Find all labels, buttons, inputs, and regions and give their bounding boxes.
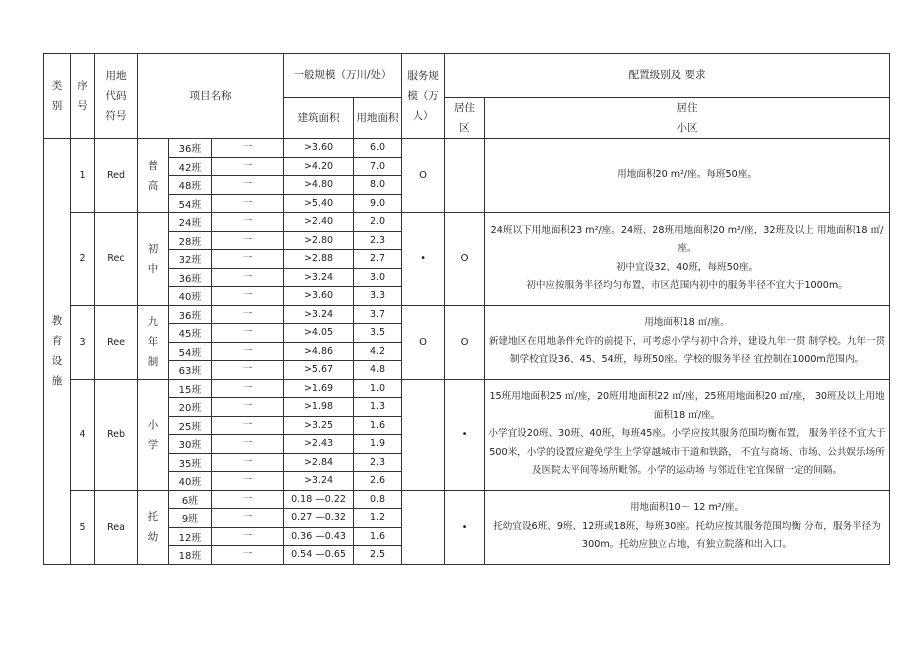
- service-scale-cell: 2.5: [354, 546, 402, 565]
- class-size-cell: 48班: [169, 176, 212, 195]
- seq-cell: 2: [71, 213, 95, 306]
- service-scale-cell: 1.6: [354, 527, 402, 546]
- project-name: 九年制: [147, 316, 159, 368]
- subdistrict-level-cell: O: [445, 305, 485, 379]
- project-name: 小学: [147, 418, 159, 451]
- land-area-cell: >5.40: [284, 194, 354, 213]
- class-size-cell: 36班: [169, 139, 212, 158]
- service-scale-cell: 2.3: [354, 453, 402, 472]
- header-residential: 居住区: [445, 98, 485, 139]
- land-area-cell: >4.05: [284, 324, 354, 343]
- header-land-area: 用地面积: [354, 98, 402, 139]
- class-size-cell: 32班: [169, 250, 212, 269]
- land-area-cell: >4.86: [284, 342, 354, 361]
- building-area-cell: 一: [212, 490, 284, 509]
- config-note: 初中宜设32、40班，每班50座。: [615, 261, 759, 273]
- building-area-cell: 一: [212, 509, 284, 528]
- config-notes-cell: [485, 490, 890, 564]
- seq-cell: 1: [71, 139, 95, 213]
- class-size-cell: 15班: [169, 379, 212, 398]
- residential-level-cell: O: [402, 305, 445, 379]
- class-size-cell: 40班: [169, 472, 212, 491]
- category-cell: [44, 139, 71, 565]
- service-scale-cell: 4.2: [354, 342, 402, 361]
- table-row: [44, 379, 890, 398]
- config-notes-cell: [485, 305, 890, 379]
- class-size-cell: 35班: [169, 453, 212, 472]
- land-area-cell: 0.54 —0.65: [284, 546, 354, 565]
- building-area-cell: 一: [212, 157, 284, 176]
- class-size-cell: 36班: [169, 268, 212, 287]
- class-size-cell: 20班: [169, 398, 212, 417]
- class-size-cell: 36班: [169, 305, 212, 324]
- class-size-cell: 25班: [169, 416, 212, 435]
- header-service-scale: 服务规模（万人）: [402, 54, 445, 139]
- education-facilities-table: [43, 53, 890, 565]
- building-area-cell: 一: [212, 324, 284, 343]
- building-area-cell: 一: [212, 398, 284, 417]
- header-subdistrict: 居住小区: [485, 98, 890, 139]
- land-area-cell: >3.25: [284, 416, 354, 435]
- header-seq: 序号: [71, 54, 95, 139]
- class-size-cell: 28班: [169, 231, 212, 250]
- config-notes-cell: [485, 139, 890, 213]
- class-size-cell: 18班: [169, 546, 212, 565]
- service-scale-cell: 2.6: [354, 472, 402, 491]
- service-scale-cell: 1.6: [354, 416, 402, 435]
- code-cell: Red: [95, 139, 138, 213]
- land-area-cell: >1.98: [284, 398, 354, 417]
- land-area-cell: 0.27 —0.32: [284, 509, 354, 528]
- config-note: 托幼宜设6班、9班、12班或18班，每班30座。托幼应按其服务范围均衡 分布，服务半径为300m。托幼应独立占地，有独立院落和出入口。: [493, 520, 881, 551]
- subdistrict-level-cell: O: [445, 213, 485, 306]
- service-scale-cell: 2.7: [354, 250, 402, 269]
- service-scale-cell: 3.0: [354, 268, 402, 287]
- table-row: [44, 213, 890, 232]
- building-area-cell: 一: [212, 139, 284, 158]
- building-area-cell: 一: [212, 213, 284, 232]
- config-note: 初中应按服务半径均匀布置，市区范围内初中的服务半径不宜大于1000m。: [526, 280, 848, 292]
- config-note: 用地面积18 ㎡/座。: [644, 317, 730, 329]
- building-area-cell: 一: [212, 231, 284, 250]
- residential-level-cell: •: [402, 213, 445, 306]
- building-area-cell: 一: [212, 453, 284, 472]
- building-area-cell: 一: [212, 250, 284, 269]
- config-note: 用地面积10－ 12 m²/座。: [629, 502, 745, 514]
- config-note: 15班用地面积25 ㎡/座，20班用地面积22 ㎡/座，25班用地面积20 ㎡/座， 30班及以上用地面积18 ㎡/座。: [489, 391, 885, 421]
- building-area-cell: 一: [212, 546, 284, 565]
- building-area-cell: 一: [212, 416, 284, 435]
- header-category: 类别: [44, 54, 71, 139]
- building-area-cell: 一: [212, 176, 284, 195]
- service-scale-cell: 3.3: [354, 287, 402, 306]
- header-general-scale: 一般规模（万川/处）: [284, 54, 402, 98]
- building-area-cell: 一: [212, 361, 284, 380]
- subdistrict-level-cell: •: [445, 490, 485, 564]
- header-building-area: 建筑面积: [284, 98, 354, 139]
- table-row: [44, 490, 890, 509]
- seq-cell: 3: [71, 305, 95, 379]
- project-name-cell: [138, 305, 169, 379]
- class-size-cell: 54班: [169, 342, 212, 361]
- land-area-cell: >5.67: [284, 361, 354, 380]
- building-area-cell: 一: [212, 527, 284, 546]
- service-scale-cell: 9.0: [354, 194, 402, 213]
- config-note: 用地面积20 m²/座。每班50座。: [617, 169, 757, 181]
- service-scale-cell: 2.3: [354, 231, 402, 250]
- land-area-cell: >2.80: [284, 231, 354, 250]
- class-size-cell: 6班: [169, 490, 212, 509]
- project-name: 普高: [147, 159, 159, 192]
- land-area-cell: >3.24: [284, 268, 354, 287]
- category-label: 教育设施: [51, 315, 63, 388]
- project-name-cell: [138, 490, 169, 564]
- header-code: 用地代码符号: [95, 54, 138, 139]
- building-area-cell: 一: [212, 287, 284, 306]
- service-scale-cell: 4.8: [354, 361, 402, 380]
- subdistrict-level-cell: [445, 139, 485, 213]
- project-name-cell: [138, 139, 169, 213]
- class-size-cell: 45班: [169, 324, 212, 343]
- building-area-cell: 一: [212, 305, 284, 324]
- land-area-cell: >2.88: [284, 250, 354, 269]
- class-size-cell: 12班: [169, 527, 212, 546]
- service-scale-cell: 2.0: [354, 213, 402, 232]
- land-area-cell: >4.20: [284, 157, 354, 176]
- class-size-cell: 24班: [169, 213, 212, 232]
- config-notes-cell: [485, 213, 890, 306]
- class-size-cell: 9班: [169, 509, 212, 528]
- land-area-cell: >1.69: [284, 379, 354, 398]
- land-area-cell: 0.18 —0.22: [284, 490, 354, 509]
- class-size-cell: 63班: [169, 361, 212, 380]
- service-scale-cell: 6.0: [354, 139, 402, 158]
- header-config-level: 配置级别及 要求: [445, 54, 890, 98]
- code-cell: Reb: [95, 379, 138, 490]
- config-note: 小学宜设20班、30班、40班，每班45座。小学应按其服务范围均衡布置， 服务半径不宜大于500米，小学的设置应避免学生上学穿越城市干道和铁路， 不宜与商场、市场、公共娱乐场所及医院太平间等场所毗邻。小学的运动场 与邻近住宅宜保留一定的间隔。: [488, 428, 886, 477]
- residential-level-cell: [402, 379, 445, 490]
- residential-level-cell: [402, 490, 445, 564]
- building-area-cell: 一: [212, 342, 284, 361]
- service-scale-cell: 7.0: [354, 157, 402, 176]
- service-scale-cell: 3.5: [354, 324, 402, 343]
- land-area-cell: >4.80: [284, 176, 354, 195]
- service-scale-cell: 8.0: [354, 176, 402, 195]
- config-note: 新建地区在用地条件允许的前提下，可考虑小学与初中合并，建设九年一贯 制学校。九年一贯制学校宜设36、45、54班，每班50座。学校的服务半径 宜控制在1000m范围内。: [488, 335, 886, 366]
- building-area-cell: 一: [212, 379, 284, 398]
- land-area-cell: >2.40: [284, 213, 354, 232]
- land-area-cell: >3.24: [284, 305, 354, 324]
- land-area-cell: >3.60: [284, 139, 354, 158]
- table-row: [44, 139, 890, 158]
- service-scale-cell: 1.3: [354, 398, 402, 417]
- header-project-name: 项目名称: [138, 54, 284, 139]
- code-cell: Rec: [95, 213, 138, 306]
- table-row: [44, 305, 890, 324]
- class-size-cell: 30班: [169, 435, 212, 454]
- header-row-1: [44, 54, 890, 98]
- residential-level-cell: O: [402, 139, 445, 213]
- seq-cell: 4: [71, 379, 95, 490]
- project-name-cell: [138, 213, 169, 306]
- land-area-cell: >2.84: [284, 453, 354, 472]
- class-size-cell: 42班: [169, 157, 212, 176]
- service-scale-cell: 1.9: [354, 435, 402, 454]
- service-scale-cell: 0.8: [354, 490, 402, 509]
- land-area-cell: 0.36 —0.43: [284, 527, 354, 546]
- project-name: 托幼: [147, 511, 159, 543]
- code-cell: Rea: [95, 490, 138, 564]
- service-scale-cell: 1.2: [354, 509, 402, 528]
- project-name-cell: [138, 379, 169, 490]
- land-area-cell: >3.24: [284, 472, 354, 491]
- class-size-cell: 40班: [169, 287, 212, 306]
- class-size-cell: 54班: [169, 194, 212, 213]
- building-area-cell: 一: [212, 435, 284, 454]
- service-scale-cell: 3.7: [354, 305, 402, 324]
- config-note: 24班以下用地面积23 m²/座。24班、28班用地面积20 m²/座，32班及以上 用地面积18 ㎡/座。: [490, 224, 884, 255]
- building-area-cell: 一: [212, 268, 284, 287]
- seq-cell: 5: [71, 490, 95, 564]
- land-area-cell: >2.43: [284, 435, 354, 454]
- config-notes-cell: [485, 379, 890, 490]
- project-name: 初中: [147, 242, 159, 275]
- land-area-cell: >3.60: [284, 287, 354, 306]
- subdistrict-level-cell: •: [445, 379, 485, 490]
- code-cell: Ree: [95, 305, 138, 379]
- building-area-cell: 一: [212, 472, 284, 491]
- building-area-cell: 一: [212, 194, 284, 213]
- service-scale-cell: 1.0: [354, 379, 402, 398]
